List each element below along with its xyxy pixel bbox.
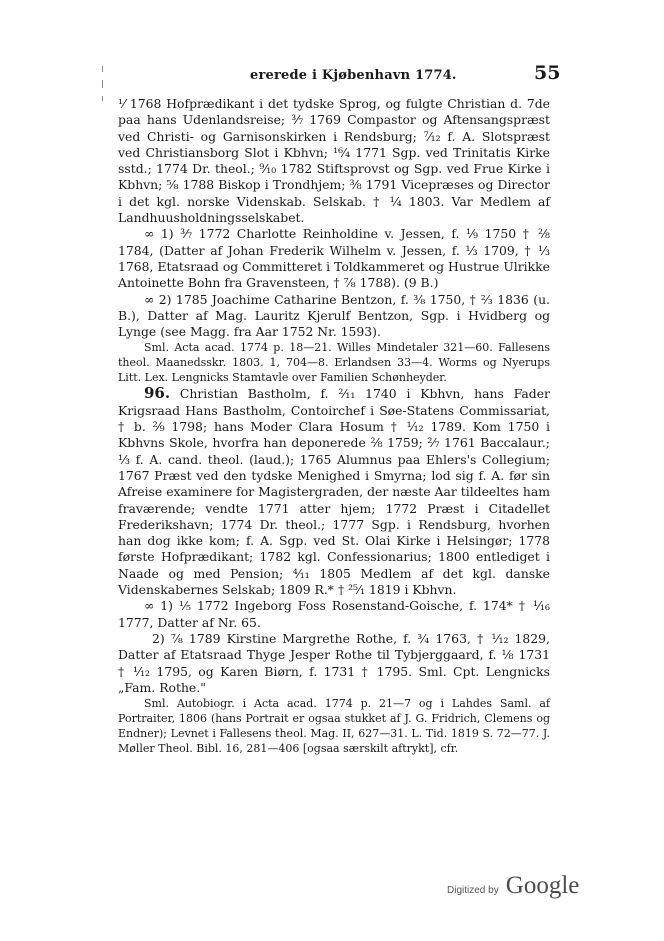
entry-text: Christian Bastholm, f. ²⁄₁₁ 1740 i Kbhvn, hans Fader Krigsraad Hans Bastholm, Contoirchef i Søe-Statens Commissariat, † b. ²⁄₉ 1798; hans Moder Clara Hosum † ¹⁄₁₂ 1789. Kom 1750 i Kbhvns Skole, hvorfra han deponerede ²⁄₈ 1759; ²⁄₇ 1761 Baccalaur.; ¹⁄₃ f. A. cand. theol. (laud.); 1765 Alumnus paa Ehlers's Collegium; 1767 Præst ved den tydske Menighed i Smyrna; lod sig f. A. før sin Afreise examinere for Magistergraden, der næste Aar tildeeltes ham fraværende; vendte 1771 atter hjem; 1772 Præst i Citadellet Frederikshavn; 1774 Dr. theol.; 1777 Sgp. i Rendsburg, hvorhen han dog ikke kom; f. A. Sgp. ved St. Olai Kirke i Helsingør; 1778 første Hofprædikant; 1782 kgl. Confessionarius; 1800 entlediget i Naade og med Pension; ⁴⁄₁₁ 1805 Medlem af det kgl. danske Videnskabernes Selskab; 1809 R.* † ²⁵⁄₁ 1819 i Kbhvn. bbox=[118, 386, 550, 598]
google-logo: Google bbox=[505, 872, 580, 899]
margin-mark bbox=[102, 80, 103, 88]
margin-mark bbox=[102, 66, 103, 72]
paragraph-wife-1: ∞ 1) ⅕ 1772 Ingeborg Foss Rosenstand-Goische, f. 174* † ¹⁄₁₆ 1777, Datter af Nr. 65. bbox=[118, 598, 550, 630]
page-number: 55 bbox=[534, 62, 561, 84]
paragraph-entry-96 bbox=[118, 385, 550, 598]
paragraph-career: ⅟ 1768 Hofprædikant i det tydske Sprog, og fulgte Christian d. 7de paa hans Udenlandsreise; ³⁄₇ 1769 Compastor og Aftensangspræst ved Christi- og Garnisonskirken i Rendsburg; ⁷⁄₁₂ f. A. Slotspræst ved Christiansborg Slot i Kbhvn; ¹⁶⁄₄ 1771 Sgp. ved Trinitatis Kirke sstd.; 1774 Dr. theol.; ⁹⁄₁₀ 1782 Stiftsprovst og Sgp. ved Frue Kirke i Kbhvn; ⅝ 1788 Biskop i Trondhjem; ³⁄₈ 1791 Vicepræses og Director i det kgl. norske Videnskab. Selskab. † ¹⁄₄ 1803. Var Medlem af Landhuusholdningsselskabet. bbox=[118, 96, 550, 226]
entry-number: 96. bbox=[144, 384, 171, 403]
paragraph-wife-2: 2) ⅞ 1789 Kirstine Margrethe Rothe, f. ¾ 1763, † ¹⁄₁₂ 1829, Datter af Etatsraad Thyge Jesper Rothe til Tybjerggaard, f. ¹⁄₈ 1731 † ¹⁄₁₂ 1795, og Karen Biørn, f. 1731 † 1795. Sml. Cpt. Lengnicks „Fam. Rothe." bbox=[118, 630, 550, 695]
paragraph-marriage-2: ∞ 2) 1785 Joachime Catharine Bentzon, f. ⅜ 1750, † ⅔ 1836 (u. B.), Datter af Mag. Lauritz Kjerulf Bentzon, Sgp. i Hvidberg og Lynge (see Magg. fra Aar 1752 Nr. 1593). bbox=[118, 291, 550, 340]
running-header: ererede i Kjøbenhavn 1774. bbox=[250, 68, 457, 83]
body-text bbox=[118, 96, 550, 756]
digitized-by-text: Digitized by bbox=[447, 885, 499, 896]
margin-mark bbox=[102, 96, 103, 101]
paragraph-sources-2: Sml. Autobiogr. i Acta acad. 1774 p. 21—7 og i Lahdes Saml. af Portraiter, 1806 (hans Portrait er ogsaa stukket af J. G. Fridrich, Clemens og Endner); Levnet i Fallesens theol. Mag. II, 627—31. L. Tid. 1819 S. 72—77. J. Møller Theol. Bibl. 16, 281—406 [ogsaa særskilt aftrykt], cfr. bbox=[118, 697, 550, 756]
paragraph-marriage-1: ∞ 1) ³⁄₇ 1772 Charlotte Reinholdine v. Jessen, f. ¹⁄₉ 1750 † ²⁄₈ 1784, (Datter af Johan Frederik Wilhelm v. Jessen, f. ¹⁄₃ 1709, † ¹⁄₃ 1768, Etatsraad og Committeret i Toldkammeret og Hustrue Ulrikke Antoinette Bohn fra Gravensteen, † ⅞ 1788). (9 B.) bbox=[118, 226, 550, 291]
paragraph-sources: Sml. Acta acad. 1774 p. 18—21. Willes Mindetaler 321—60. Fallesens theol. Maanedsskr. 1803. 1, 704—8. Erlandsen 33—4. Worms og Nyerups Litt. Lex. Lengnicks Stamtavle over Familien Schønheyder. bbox=[118, 341, 550, 385]
digitized-watermark bbox=[447, 872, 579, 900]
